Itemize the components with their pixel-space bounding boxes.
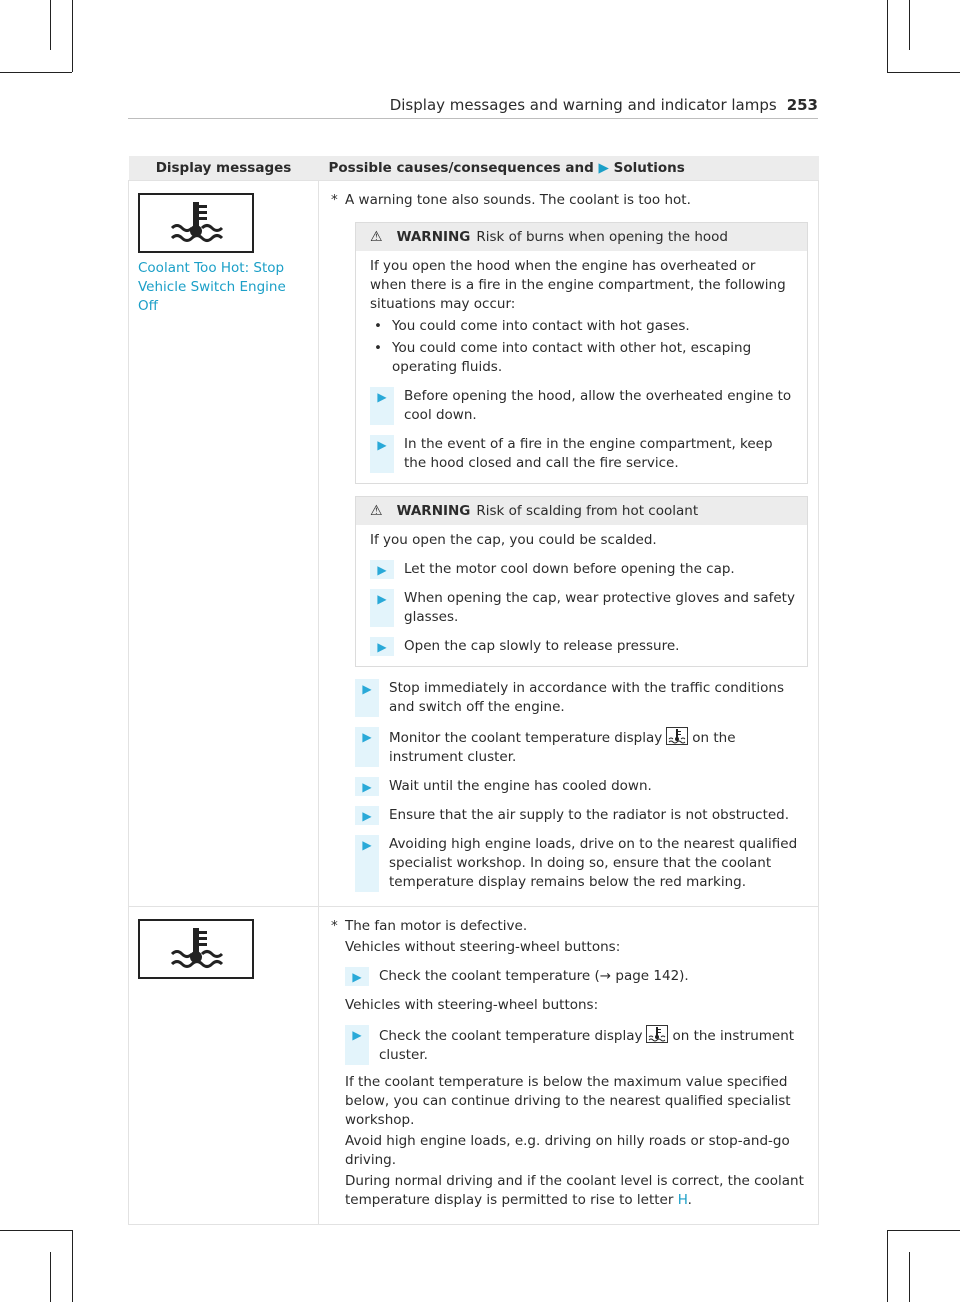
- message-cell: [129, 907, 319, 1225]
- column-header-text: Solutions: [613, 159, 685, 176]
- warning-title: Risk of burns when opening the hood: [476, 228, 728, 245]
- crop-mark: [0, 72, 72, 73]
- action-step: [355, 727, 808, 767]
- coolant-temperature-icon: [646, 1025, 668, 1043]
- arrow-icon: ▶: [377, 563, 387, 577]
- arrow-icon: ▶: [377, 390, 387, 404]
- step-text: Check the coolant temperature (→ page 142).: [379, 968, 689, 984]
- crop-mark: [72, 1230, 73, 1302]
- crop-mark: [0, 1230, 72, 1231]
- warning-label: WARNING: [396, 502, 471, 519]
- arrow-icon: ▶: [377, 640, 387, 654]
- list-item: • You could come into contact with other hot, escaping operating fluids.: [370, 339, 795, 377]
- action-step: [355, 777, 808, 796]
- crop-mark: [50, 1252, 51, 1302]
- step-text: Let the motor cool down before opening the cap.: [404, 561, 735, 577]
- action-step: [370, 589, 795, 627]
- crop-mark: [909, 0, 910, 50]
- arrow-icon: ▶: [362, 730, 372, 744]
- step-text: [379, 727, 808, 767]
- crop-mark: [50, 0, 51, 50]
- action-step: [345, 1025, 808, 1065]
- cause-line: * A warning tone also sounds. The coolant is too hot.: [331, 192, 691, 208]
- action-step: [370, 387, 795, 425]
- arrow-icon: ▶: [377, 438, 387, 452]
- warning-triangle-icon: ⚠: [370, 502, 383, 519]
- header-rule: [128, 118, 818, 119]
- warning-body: [356, 251, 807, 483]
- coolant-temperature-icon: [138, 919, 254, 979]
- solutions-cell: [319, 907, 819, 1225]
- bullet-text: You could come into contact with other hot, escaping operating fluids.: [392, 340, 752, 375]
- warning-header: [356, 223, 807, 251]
- list-item: • You could come into contact with hot gases.: [374, 318, 690, 334]
- step-text-part: Check the coolant temperature display: [379, 1028, 643, 1044]
- paragraph: [345, 1172, 808, 1210]
- arrow-icon: ▶: [352, 1028, 362, 1042]
- step-text-part: on the instrument cluster.: [389, 730, 736, 765]
- vehicle-variant-label: Vehicles with steering-wheel buttons:: [345, 997, 599, 1013]
- cause-line: * The fan motor is defective.: [331, 918, 528, 934]
- arrow-icon: ▶: [362, 780, 372, 794]
- action-step: [370, 560, 795, 579]
- section-title: Display messages and warning and indicator lamps: [389, 96, 777, 114]
- letter-h-marker: H: [677, 1192, 688, 1208]
- step-text: In the event of a fire in the engine compartment, keep the hood closed and call the fire service.: [404, 436, 773, 471]
- display-messages-table: [128, 156, 819, 1225]
- warning-text: If you open the cap, you could be scalded.: [370, 532, 657, 548]
- crop-mark: [72, 0, 73, 72]
- arrow-icon: ▶: [352, 970, 362, 984]
- running-header: [128, 96, 818, 115]
- action-step: [355, 806, 808, 825]
- step-text-part: on the instrument cluster.: [379, 1028, 795, 1063]
- action-step: [345, 967, 808, 986]
- solutions-cell: [319, 181, 819, 907]
- warning-triangle-icon: ⚠: [370, 228, 383, 245]
- coolant-temperature-icon: [138, 193, 254, 253]
- page-number: 253: [786, 96, 818, 114]
- step-text: [369, 1025, 808, 1065]
- warning-body: [356, 525, 807, 666]
- display-message-text: Coolant Too Hot: Stop Vehicle Switch Engine Off: [138, 260, 286, 314]
- cause-text: A warning tone also sounds. The coolant is too hot.: [345, 192, 691, 208]
- table-row: [129, 907, 819, 1225]
- action-step: [355, 835, 808, 892]
- crop-mark: [887, 1230, 888, 1302]
- paragraph: Avoid high engine loads, e.g. driving on hilly roads or stop-and-go driving.: [345, 1133, 790, 1168]
- table-row: [129, 181, 819, 907]
- paragraph-text: During normal driving and if the coolant level is correct, the coolant temperature display is permitted to rise to letter: [345, 1173, 804, 1208]
- coolant-temperature-icon: [666, 727, 688, 745]
- crop-mark: [909, 1252, 910, 1302]
- arrow-icon: ▶: [362, 838, 372, 852]
- column-header-solutions: [319, 156, 819, 181]
- step-text: Ensure that the air supply to the radiator is not obstructed.: [389, 807, 790, 823]
- action-step: [370, 637, 795, 656]
- table-header-row: [129, 156, 819, 181]
- warning-title: Risk of scalding from hot coolant: [476, 502, 699, 519]
- step-text-part: Monitor the coolant temperature display: [389, 730, 663, 746]
- arrow-icon: ▶: [377, 592, 387, 606]
- step-text: Wait until the engine has cooled down.: [389, 778, 652, 794]
- vehicle-variant-label: Vehicles without steering-wheel buttons:: [345, 939, 621, 955]
- arrow-icon: ▶: [362, 809, 372, 823]
- crop-mark: [887, 1230, 960, 1231]
- column-header-text: Possible causes/consequences and: [328, 159, 594, 176]
- column-header-messages: Display messages: [129, 156, 319, 181]
- paragraph: If the coolant temperature is below the maximum value specified below, you can continue driving to the nearest qualified specialist workshop.: [345, 1074, 791, 1128]
- step-text: When opening the cap, wear protective gloves and safety glasses.: [404, 590, 795, 625]
- cause-text: The fan motor is defective.: [345, 918, 528, 934]
- action-step: [355, 679, 808, 717]
- warning-box-burns: [355, 222, 808, 484]
- crop-mark: [887, 0, 888, 72]
- warning-label: WARNING: [396, 228, 471, 245]
- step-text: Before opening the hood, allow the overheated engine to cool down.: [404, 388, 792, 423]
- arrow-icon: ▶: [598, 159, 609, 176]
- warning-text: If you open the hood when the engine has overheated or when there is a fire in the engine compartment, the following situations may occur:: [370, 258, 786, 312]
- step-text: Stop immediately in accordance with the traffic conditions and switch off the engine.: [389, 680, 784, 715]
- bullet-text: You could come into contact with hot gases.: [392, 318, 690, 334]
- paragraph-text: .: [687, 1192, 692, 1208]
- step-text: Avoiding high engine loads, drive on to the nearest qualified specialist workshop. In doing so, ensure that the coolant temperature display remains below the red marking.: [389, 836, 798, 890]
- arrow-icon: ▶: [362, 682, 372, 696]
- warning-box-scalding: [355, 496, 808, 667]
- message-cell: [129, 181, 319, 907]
- crop-mark: [887, 72, 960, 73]
- action-step: [370, 435, 795, 473]
- warning-header: [356, 497, 807, 525]
- step-text: Open the cap slowly to release pressure.: [404, 638, 680, 654]
